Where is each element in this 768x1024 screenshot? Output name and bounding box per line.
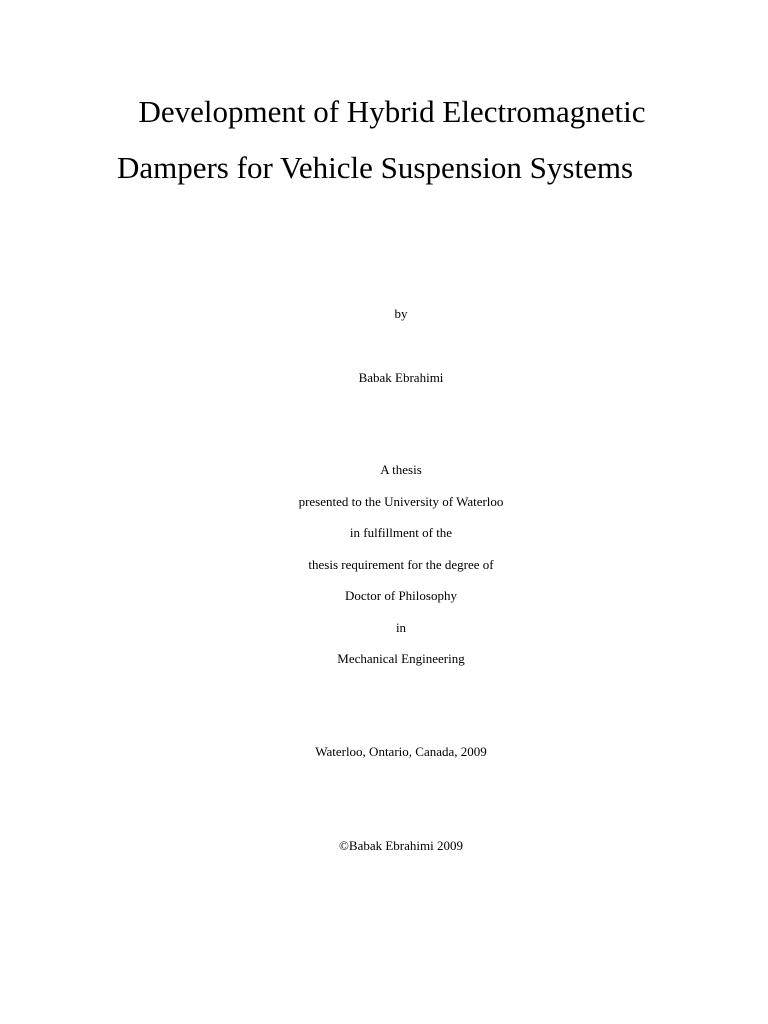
thesis-statement-line: A thesis (380, 462, 422, 477)
thesis-statement-line: thesis requirement for the degree of (308, 557, 494, 572)
by-label: by (394, 306, 408, 321)
title-line-1: Development of Hybrid Electromagnetic (138, 94, 646, 129)
copyright-notice: ©Babak Ebrahimi 2009 (339, 838, 463, 853)
author-name: Babak Ebrahimi (358, 370, 444, 385)
thesis-statement-line: presented to the University of Waterloo (298, 494, 504, 509)
thesis-statement-line: in fulfillment of the (349, 525, 453, 540)
place-and-year: Waterloo, Ontario, Canada, 2009 (315, 744, 487, 759)
department-name: Mechanical Engineering (337, 651, 465, 666)
title-line-2: Dampers for Vehicle Suspension Systems (116, 150, 634, 185)
thesis-statement-line: in (395, 620, 407, 635)
degree-name: Doctor of Philosophy (345, 588, 457, 603)
